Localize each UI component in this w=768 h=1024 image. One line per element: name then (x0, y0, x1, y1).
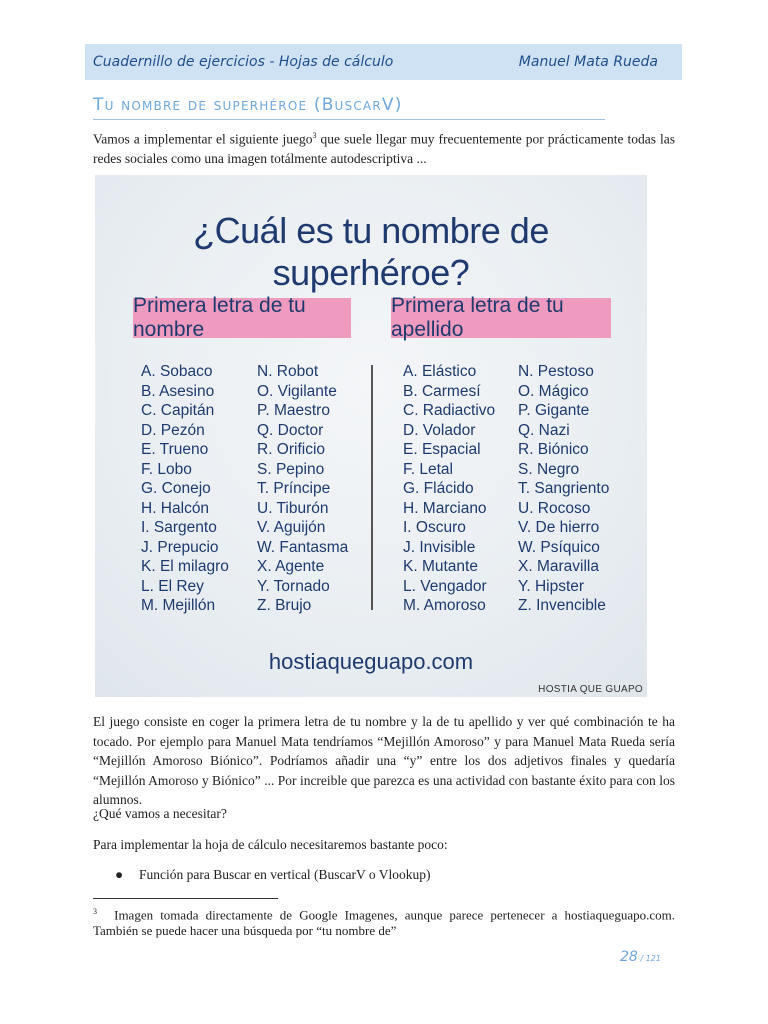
header-author: Manuel Mata Rueda (518, 54, 658, 70)
list-entry: E. Espacial (403, 441, 481, 458)
list-entry: H. Halcón (141, 499, 210, 517)
list-entry: F. Letal (403, 460, 453, 478)
list-entry: Y. Hipster (518, 577, 585, 595)
page-separator: / (637, 954, 646, 963)
list-entry: S. Negro (518, 460, 580, 478)
header-title: Cuadernillo de ejercicios - Hojas de cálculo (93, 54, 394, 70)
explanation-paragraph: El juego consiste en coger la primera letra de tu nombre y la de tu apellido y ver qué combinación te ha tocado. Por ejemplo para Manuel Mata tendríamos “Mejillón Amoroso” y para Manuel Mata Rueda sería “Mejillón Amoroso Biónico”. Podríamos añadir una “y” entre los dos adjetivos finales y quedaría “Mejillón Amoroso y Biónico” ... Por increible que parezca es una actividad con bastante éxito para con los alumnos. (93, 714, 675, 807)
page-header (85, 44, 682, 80)
footnote-ref[interactable]: 3 (312, 131, 317, 140)
list-entry: A. Sobaco (141, 363, 213, 380)
list-entry: F. Lobo (141, 460, 192, 478)
list-item-text: Función para Buscar en vertical (BuscarV o Vlookup) (139, 867, 431, 882)
names-column-n-z (257, 362, 348, 616)
list-entry: R. Biónico (518, 441, 589, 458)
list-entry: B. Asesino (141, 382, 215, 400)
list-entry: V. Aguijón (257, 519, 326, 536)
list-entry: Q. Doctor (257, 421, 324, 439)
list-entry: L. El Rey (141, 577, 204, 595)
list-entry: C. Capitán (141, 402, 215, 419)
list-entry: H. Marciano (403, 499, 487, 517)
surnames-column-n-z (518, 362, 609, 616)
current-page: 28 (620, 949, 638, 965)
list-entry: D. Volador (403, 421, 476, 439)
list-entry: Z. Invencible (518, 597, 606, 614)
list-entry: O. Vigilante (257, 382, 337, 400)
list-entry: V. De hierro (518, 519, 600, 536)
list-entry: U. Rocoso (518, 499, 591, 517)
list-entry: I. Oscuro (403, 519, 466, 536)
first-name-heading: Primera letra de tu nombre (133, 298, 351, 338)
list-entry: I. Sargento (141, 519, 217, 536)
list-entry: M. Mejillón (141, 597, 216, 614)
surnames-column-a-m (403, 362, 495, 616)
list-entry: E. Trueno (141, 441, 209, 458)
list-entry: G. Flácido (403, 480, 474, 497)
intro-text-before: Vamos a implementar el siguiente juego (93, 131, 313, 147)
requirements-paragraph: Para implementar la hoja de cálculo necesitaremos bastante poco: (93, 837, 448, 852)
list-entry: P. Maestro (257, 402, 330, 419)
list-entry: Y. Tornado (257, 577, 330, 595)
list-entry: D. Pezón (141, 421, 205, 439)
list-entry: J. Prepucio (141, 538, 219, 556)
list-entry: L. Vengador (403, 577, 487, 595)
superhero-name-image (95, 175, 647, 697)
image-site-caption: hostiaqueguapo.com (268, 649, 474, 674)
list-entry: R. Orificio (257, 441, 326, 458)
image-title: ¿Cuál es tu nombre de superhéroe? (193, 210, 549, 293)
section-title: Tu nombre de superhéroe (BuscarV) (93, 95, 403, 115)
footnote-text: Imagen tomada directamente de Google Imagenes, aunque parece pertenecer a hostiaqueguapo.com. También se puede hacer una búsqueda por “tu nombre de” (93, 907, 675, 939)
list-entry: O. Mágico (518, 382, 589, 400)
list-entry: T. Sangriento (518, 480, 610, 497)
list-entry: G. Conejo (141, 480, 211, 497)
list-entry: N. Robot (257, 363, 319, 380)
list-entry: C. Radiactivo (403, 402, 496, 419)
total-pages: 121 (645, 954, 661, 963)
list-entry: B. Carmesí (403, 382, 481, 400)
section-underline (93, 119, 605, 120)
list-entry: T. Príncipe (257, 480, 331, 497)
list-entry: K. El milagro (141, 558, 229, 575)
names-column-a-m (141, 362, 229, 616)
list-entry: J. Invisible (403, 538, 476, 556)
footnote (93, 904, 675, 939)
list-entry: U. Tiburón (257, 499, 329, 517)
footnote-separator (93, 898, 278, 899)
intro-text-after: que suele llegar muy frecuentemente por prácticamente todas las redes sociales como una imagen totálmente autodescriptiva ... (93, 131, 675, 166)
list-entry: X. Maravilla (518, 558, 599, 575)
list-entry: P. Gigante (518, 402, 590, 419)
intro-paragraph (93, 126, 675, 169)
footnote-number: 3 (93, 907, 97, 916)
list-entry: S. Pepino (257, 460, 325, 478)
list-entry: K. Mutante (403, 558, 478, 575)
page-number (620, 946, 661, 965)
bullet-icon: ● (115, 867, 124, 882)
list-entry: N. Pestoso (518, 363, 594, 380)
list-entry: X. Agente (257, 558, 325, 575)
list-entry: A. Elástico (403, 363, 477, 380)
column-divider (371, 365, 373, 610)
list-entry: W. Psíquico (518, 538, 600, 556)
list-entry: M. Amoroso (403, 597, 486, 614)
list-entry: W. Fantasma (257, 538, 349, 556)
question-paragraph: ¿Qué vamos a necesitar? (93, 806, 227, 821)
list-entry: Z. Brujo (257, 597, 312, 614)
list-entry: Q. Nazi (518, 421, 570, 439)
surname-heading: Primera letra de tu apellido (391, 298, 611, 338)
image-watermark: HOSTIA QUE GUAPO (538, 684, 643, 695)
list-item (115, 865, 431, 884)
